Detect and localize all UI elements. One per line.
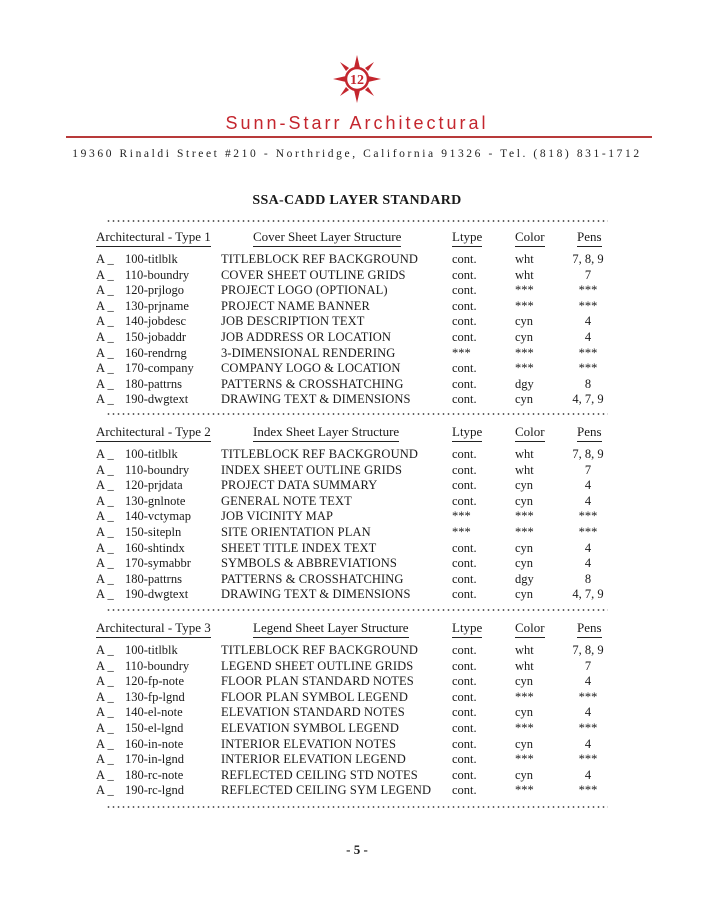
layer-pens: *** (578, 525, 598, 539)
layer-color: wht (515, 252, 534, 266)
layer-prefix: A _ (96, 314, 114, 329)
layer-pens: 4 (584, 493, 592, 508)
table-row (0, 268, 714, 284)
table-row (0, 463, 714, 479)
layer-ltype: cont. (452, 658, 477, 673)
company-address: 19360 Rinaldi Street #210 - Northridge, California 91326 - Tel. (818) 831-1712 (72, 148, 642, 160)
layer-color: wht (515, 462, 534, 477)
layer-description: COMPANY LOGO & LOCATION (221, 361, 401, 376)
dotted-separator (106, 220, 608, 222)
layer-ltype: cont. (452, 571, 477, 586)
layer-ltype: cont. (452, 540, 477, 555)
layer-description: REFLECTED CEILING SYM LEGEND (221, 783, 432, 798)
layer-code: 130-fp-lgnd (125, 689, 185, 704)
dotted-separator (106, 609, 608, 611)
layer-color: cyn (515, 330, 534, 344)
layer-description: INTERIOR ELEVATION NOTES (221, 736, 397, 751)
layer-ltype: cont. (452, 752, 477, 767)
layer-description: PROJECT DATA SUMMARY (221, 478, 378, 493)
layer-code: 160-shtindx (125, 540, 185, 555)
layer-description: FLOOR PLAN STANDARD NOTES (221, 674, 414, 689)
layer-color: cyn (515, 736, 534, 751)
layer-color: wht (515, 267, 534, 282)
color-header: Color (515, 620, 545, 640)
layer-code: 110-boundry (125, 267, 190, 282)
layer-code: 160-in-note (125, 736, 184, 751)
layer-description: TITLEBLOCK REF BACKGROUND (221, 643, 418, 657)
layer-pens: 8 (584, 376, 592, 391)
layer-prefix: A _ (96, 493, 114, 508)
section-type-label: Architectural - Type 1 (96, 229, 211, 249)
layer-ltype: cont. (452, 267, 477, 282)
table-row (0, 447, 714, 463)
layer-description: SHEET TITLE INDEX TEXT (221, 540, 377, 555)
table-row (0, 572, 714, 588)
layer-description: INDEX SHEET OUTLINE GRIDS (221, 462, 403, 477)
table-row (0, 283, 714, 299)
layer-ltype: cont. (452, 556, 477, 571)
layer-ltype: *** (452, 525, 471, 539)
layer-code: 140-el-note (125, 705, 183, 720)
layer-prefix: A _ (96, 252, 114, 266)
layer-color: cyn (515, 540, 534, 555)
layer-pens: *** (578, 721, 598, 735)
section-type-label: Architectural - Type 2 (96, 424, 211, 444)
layer-ltype: cont. (452, 462, 477, 477)
layer-prefix: A _ (96, 783, 114, 798)
layer-description: PROJECT NAME BANNER (221, 298, 370, 313)
table-row (0, 509, 714, 525)
document-title: SSA-CADD LAYER STANDARD (252, 193, 462, 208)
layer-prefix: A _ (96, 587, 114, 602)
layer-prefix: A _ (96, 361, 114, 376)
layer-description: JOB VICINITY MAP (221, 509, 334, 524)
layer-color: *** (515, 721, 534, 735)
layer-prefix: A _ (96, 283, 114, 298)
table-row (0, 643, 714, 659)
layer-ltype: cont. (452, 447, 477, 461)
layer-code: 170-symabbr (125, 556, 191, 571)
layer-pens: 7, 8, 9 (572, 252, 604, 266)
layer-color: *** (515, 509, 534, 524)
layer-prefix: A _ (96, 509, 114, 524)
layer-code: 140-jobdesc (125, 314, 187, 329)
table-row (0, 330, 714, 346)
layer-color: cyn (515, 478, 534, 493)
layer-pens: 8 (584, 571, 592, 586)
layer-prefix: A _ (96, 267, 114, 282)
layer-code: 170-company (125, 361, 194, 376)
layer-color: *** (515, 283, 534, 298)
pens-header: Pens (577, 229, 602, 249)
layer-prefix: A _ (96, 540, 114, 555)
layer-color: cyn (515, 493, 534, 508)
section-structure-label: Legend Sheet Layer Structure (253, 620, 409, 640)
layer-code: 140-vctymap (125, 509, 191, 524)
ltype-header: Ltype (452, 620, 482, 640)
table-row (0, 377, 714, 393)
layer-description: ELEVATION SYMBOL LEGEND (221, 721, 399, 735)
layer-ltype: cont. (452, 643, 477, 657)
layer-pens: 4 (584, 736, 592, 751)
layer-description: JOB DESCRIPTION TEXT (221, 314, 365, 329)
layer-pens: 4 (584, 674, 592, 689)
table-row (0, 392, 714, 408)
table-row (0, 525, 714, 541)
layer-color: cyn (515, 674, 534, 689)
layer-pens: *** (578, 689, 598, 704)
layer-prefix: A _ (96, 447, 114, 461)
layer-description: SYMBOLS & ABBREVIATIONS (221, 556, 397, 571)
section-structure-label: Cover Sheet Layer Structure (253, 229, 401, 249)
layer-pens: *** (578, 298, 598, 313)
layer-description: 3-DIMENSIONAL RENDERING (221, 345, 396, 360)
layer-code: 150-sitepln (125, 525, 182, 539)
layer-pens: 4 (584, 556, 592, 571)
table-row (0, 541, 714, 557)
layer-prefix: A _ (96, 525, 114, 539)
layer-ltype: cont. (452, 783, 477, 798)
layer-ltype: *** (452, 345, 471, 360)
ltype-header: Ltype (452, 229, 482, 249)
table-row (0, 252, 714, 268)
table-row (0, 478, 714, 494)
layer-color: cyn (515, 392, 534, 407)
layer-description: FLOOR PLAN SYMBOL LEGEND (221, 689, 409, 704)
layer-color: *** (515, 689, 534, 704)
table-row (0, 587, 714, 603)
layer-code: 110-boundry (125, 462, 190, 477)
layer-color: cyn (515, 556, 534, 571)
table-row (0, 659, 714, 675)
table-row (0, 752, 714, 768)
layer-pens: 4, 7, 9 (572, 587, 604, 602)
layer-pens: *** (578, 509, 598, 524)
layer-prefix: A _ (96, 689, 114, 704)
layer-pens: 7 (584, 267, 592, 282)
layer-prefix: A _ (96, 345, 114, 360)
layer-description: ELEVATION STANDARD NOTES (221, 705, 405, 720)
layer-description: TITLEBLOCK REF BACKGROUND (221, 252, 418, 266)
layer-ltype: cont. (452, 283, 477, 298)
layer-pens: *** (578, 783, 598, 798)
layer-description: REFLECTED CEILING STD NOTES (221, 767, 418, 782)
layer-code: 120-fp-note (125, 674, 185, 689)
ltype-header: Ltype (452, 424, 482, 444)
layer-color: wht (515, 643, 534, 657)
layer-prefix: A _ (96, 392, 114, 407)
layer-ltype: cont. (452, 298, 477, 313)
layer-prefix: A _ (96, 705, 114, 720)
layer-pens: *** (578, 345, 598, 360)
layer-prefix: A _ (96, 571, 114, 586)
layer-ltype: cont. (452, 721, 477, 735)
pens-header: Pens (577, 620, 602, 640)
layer-pens: 4 (584, 705, 592, 720)
layer-description: GENERAL NOTE TEXT (221, 493, 352, 508)
table-row (0, 721, 714, 737)
layer-ltype: cont. (452, 376, 477, 391)
page-number: - 5 - (346, 842, 368, 857)
layer-description: LEGEND SHEET OUTLINE GRIDS (221, 658, 414, 673)
layer-color: wht (515, 447, 534, 461)
layer-pens: *** (578, 283, 598, 298)
table-row (0, 674, 714, 690)
table-row (0, 705, 714, 721)
layer-description: PROJECT LOGO (OPTIONAL) (221, 283, 388, 298)
layer-ltype: cont. (452, 674, 477, 689)
layer-color: cyn (515, 587, 534, 602)
layer-code: 150-jobaddr (125, 330, 187, 344)
layer-code: 190-dwgtext (125, 392, 189, 407)
layer-pens: 4 (584, 314, 592, 329)
layer-prefix: A _ (96, 674, 114, 689)
layer-description: PATTERNS & CROSSHATCHING (221, 571, 404, 586)
layer-ltype: cont. (452, 252, 477, 266)
layer-pens: 4 (584, 767, 592, 782)
color-header: Color (515, 229, 545, 249)
layer-pens: 7, 8, 9 (572, 643, 604, 657)
layer-prefix: A _ (96, 556, 114, 571)
layer-description: PATTERNS & CROSSHATCHING (221, 376, 404, 391)
layer-color: cyn (515, 767, 534, 782)
logo-text: 12 (350, 73, 364, 88)
layer-code: 130-gnlnote (125, 493, 186, 508)
layer-code: 100-titlblk (125, 643, 178, 657)
table-row (0, 556, 714, 572)
layer-prefix: A _ (96, 330, 114, 344)
section-structure-label: Index Sheet Layer Structure (253, 424, 399, 444)
layer-code: 100-titlblk (125, 447, 178, 461)
layer-color: wht (515, 658, 534, 673)
header-rule (66, 136, 652, 138)
layer-description: TITLEBLOCK REF BACKGROUND (221, 447, 418, 461)
layer-prefix: A _ (96, 736, 114, 751)
layer-ltype: cont. (452, 392, 477, 407)
company-logo (333, 55, 381, 103)
layer-code: 190-rc-lgnd (125, 783, 185, 798)
layer-code: 120-prjlogo (125, 283, 185, 298)
layer-ltype: cont. (452, 767, 477, 782)
layer-ltype: *** (452, 509, 471, 524)
table-row (0, 737, 714, 753)
layer-pens: 4 (584, 540, 592, 555)
layer-pens: 7 (584, 658, 592, 673)
layer-pens: *** (578, 361, 598, 376)
layer-code: 100-titlblk (125, 252, 178, 266)
layer-description: INTERIOR ELEVATION LEGEND (221, 752, 406, 767)
layer-prefix: A _ (96, 721, 114, 735)
layer-ltype: cont. (452, 493, 477, 508)
layer-prefix: A _ (96, 376, 114, 391)
table-row (0, 314, 714, 330)
layer-color: *** (515, 525, 534, 539)
layer-ltype: cont. (452, 361, 477, 376)
layer-ltype: cont. (452, 736, 477, 751)
layer-prefix: A _ (96, 298, 114, 313)
layer-ltype: cont. (452, 330, 477, 344)
table-row (0, 361, 714, 377)
layer-code: 130-prjname (125, 298, 189, 313)
layer-color: *** (515, 783, 534, 798)
layer-description: COVER SHEET OUTLINE GRIDS (221, 267, 406, 282)
section-type-label: Architectural - Type 3 (96, 620, 211, 640)
layer-code: 180-rc-note (125, 767, 184, 782)
table-row (0, 690, 714, 706)
layer-pens: 4 (584, 478, 592, 493)
company-name: Sunn-Starr Architectural (225, 113, 489, 133)
table-row (0, 494, 714, 510)
layer-description: JOB ADDRESS OR LOCATION (221, 330, 392, 344)
layer-code: 160-rendrng (125, 345, 187, 360)
layer-code: 180-pattrns (125, 376, 182, 391)
layer-color: *** (515, 361, 534, 376)
pens-header: Pens (577, 424, 602, 444)
layer-description: DRAWING TEXT & DIMENSIONS (221, 587, 411, 602)
table-row (0, 299, 714, 315)
layer-description: SITE ORIENTATION PLAN (221, 525, 371, 539)
layer-color: cyn (515, 314, 534, 329)
layer-ltype: cont. (452, 689, 477, 704)
layer-prefix: A _ (96, 767, 114, 782)
layer-code: 170-in-lgnd (125, 752, 185, 767)
layer-code: 110-boundry (125, 658, 190, 673)
layer-ltype: cont. (452, 705, 477, 720)
layer-code: 150-el-lgnd (125, 721, 184, 735)
layer-prefix: A _ (96, 643, 114, 657)
table-row (0, 768, 714, 784)
layer-pens: 4, 7, 9 (572, 392, 604, 407)
layer-color: cyn (515, 705, 534, 720)
layer-color: *** (515, 752, 534, 767)
layer-description: DRAWING TEXT & DIMENSIONS (221, 392, 411, 407)
table-row (0, 346, 714, 362)
layer-color: *** (515, 298, 534, 313)
layer-code: 120-prjdata (125, 478, 183, 493)
layer-ltype: cont. (452, 478, 477, 493)
layer-pens: 7 (584, 462, 592, 477)
layer-color: *** (515, 345, 534, 360)
layer-code: 180-pattrns (125, 571, 182, 586)
layer-pens: *** (578, 752, 598, 767)
layer-prefix: A _ (96, 462, 114, 477)
layer-prefix: A _ (96, 752, 114, 767)
layer-prefix: A _ (96, 478, 114, 493)
layer-code: 190-dwgtext (125, 587, 189, 602)
layer-pens: 4 (584, 330, 592, 344)
layer-ltype: cont. (452, 314, 477, 329)
color-header: Color (515, 424, 545, 444)
dotted-separator (106, 413, 608, 415)
layer-color: dgy (515, 376, 534, 391)
table-row (0, 783, 714, 799)
layer-pens: 7, 8, 9 (572, 447, 604, 461)
layer-prefix: A _ (96, 658, 114, 673)
layer-ltype: cont. (452, 587, 477, 602)
layer-color: dgy (515, 571, 534, 586)
dotted-separator (106, 806, 608, 808)
